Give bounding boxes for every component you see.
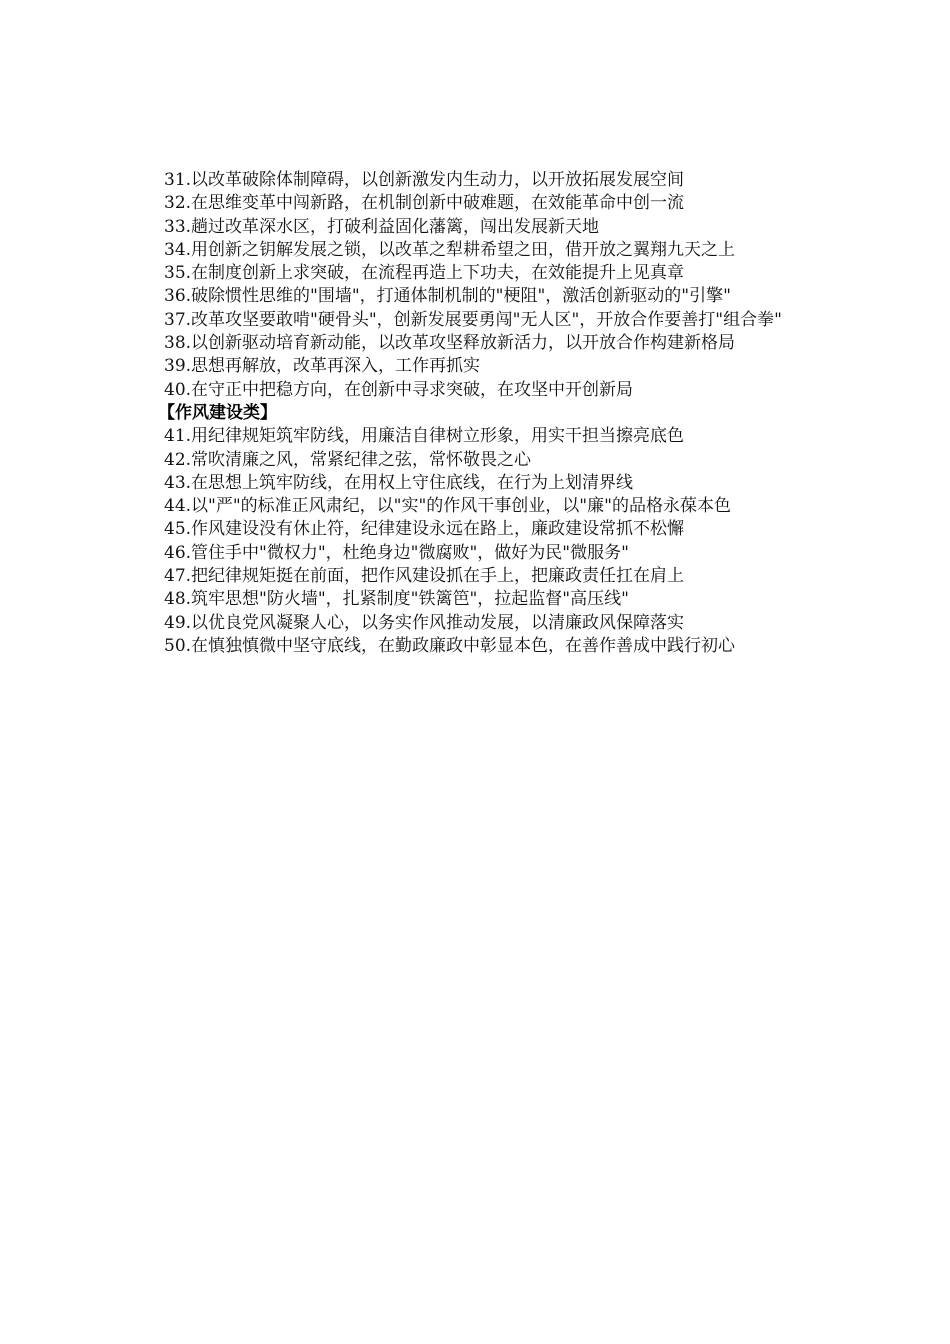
list-item: 37.改革攻坚要敢啃"硬骨头"，创新发展要勇闯"无人区"，开放合作要善打"组合拳"	[164, 309, 782, 330]
list-item: 34.用创新之钥解发展之锁，以改革之犁耕希望之田，借开放之翼翔九天之上	[164, 239, 736, 260]
list-item: 40.在守正中把稳方向，在创新中寻求突破，在攻坚中开创新局	[164, 379, 634, 400]
list-item: 50.在慎独慎微中坚守底线，在勤政廉政中彰显本色，在善作善成中践行初心	[164, 635, 736, 656]
list-item: 46.管住手中"微权力"，杜绝身边"微腐败"，做好为民"微服务"	[164, 542, 629, 563]
document-body	[128, 169, 834, 658]
section-heading: 【作风建设类】	[158, 402, 277, 423]
list-item: 31.以改革破除体制障碍，以创新激发内生动力，以开放拓展发展空间	[164, 170, 685, 190]
list-item: 39.思想再解放，改革再深入，工作再抓实	[164, 356, 481, 377]
list-item: 49.以优良党风凝聚人心，以务实作风推动发展，以清廉政风保障落实	[164, 612, 685, 633]
list-item: 33.趟过改革深水区，打破利益固化藩篱，闯出发展新天地	[164, 216, 600, 237]
list-item: 43.在思想上筑牢防线，在用权上守住底线，在行为上划清界线	[164, 472, 634, 493]
list-item: 42.常吹清廉之风，常紧纪律之弦，常怀敬畏之心	[164, 449, 532, 470]
list-item: 48.筑牢思想"防火墙"，扎紧制度"铁篱笆"，拉起监督"高压线"	[164, 589, 629, 610]
list-item: 45.作风建设没有休止符，纪律建设永远在路上，廉政建设常抓不松懈	[164, 519, 685, 540]
list-item: 38.以创新驱动培育新动能，以改革攻坚释放新活力，以开放合作构建新格局	[164, 333, 736, 354]
list-item: 41.用纪律规矩筑牢防线，用廉洁自律树立形象，用实干担当擦亮底色	[164, 426, 685, 447]
list-item: 44.以"严"的标准正风肃纪，以"实"的作风干事创业，以"廉"的品格永葆本色	[164, 496, 731, 517]
list-item: 36.破除惯性思维的"围墙"，打通体制机制的"梗阻"，激活创新驱动的"引擎"	[164, 286, 731, 307]
list-item: 47.把纪律规矩挺在前面，把作风建设抓在手上，把廉政责任扛在肩上	[164, 566, 685, 587]
list-item: 35.在制度创新上求突破，在流程再造上下功夫，在效能提升上见真章	[164, 263, 685, 284]
list-item: 32.在思维变革中闯新路，在机制创新中破难题，在效能革命中创一流	[164, 193, 685, 214]
